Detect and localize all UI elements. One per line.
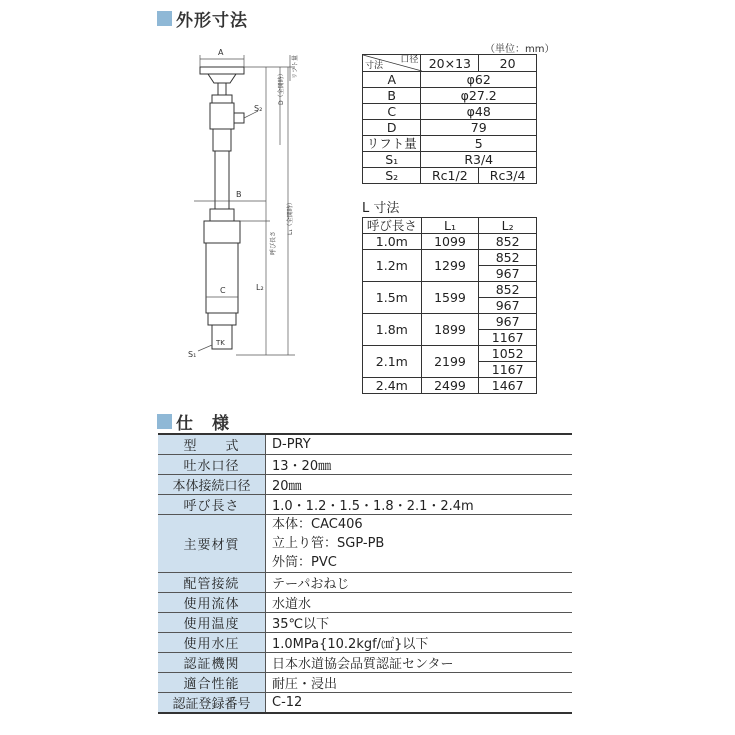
l-header-row — [363, 218, 537, 234]
handle-body — [208, 74, 236, 83]
dim-value: 79 — [421, 120, 537, 136]
spec-row — [158, 593, 572, 613]
l-row — [363, 378, 537, 394]
spout — [234, 113, 244, 123]
l-row — [363, 234, 537, 250]
section-header-dimensions — [157, 6, 248, 31]
spec-row — [158, 573, 572, 593]
header-square-icon — [157, 414, 172, 429]
collar — [210, 209, 234, 221]
l-row — [363, 346, 537, 362]
spec-value: 20㎜ — [266, 475, 573, 495]
spec-key: 型 式 — [158, 434, 266, 455]
dim-value: R3/4 — [421, 152, 537, 168]
dim-label: B — [363, 88, 421, 104]
spec-key: 使用温度 — [158, 613, 266, 633]
outer-tube — [206, 243, 238, 313]
dim-tk-label: TK — [216, 339, 225, 347]
spec-value: 1.0MPa{10.2kgf/㎠}以下 — [266, 633, 573, 653]
l-l2: 967 — [479, 314, 537, 330]
l-l2: 852 — [479, 250, 537, 266]
dim-row — [363, 152, 537, 168]
l-name: 1.8m — [363, 314, 422, 346]
spec-row — [158, 475, 572, 495]
outer-tube-top — [204, 221, 240, 243]
dim-row — [363, 136, 537, 152]
spec-key: 認証登録番号 — [158, 693, 266, 714]
section-header-spec — [157, 409, 230, 434]
dim-label: A — [363, 72, 421, 88]
dim-a-label: A — [218, 48, 224, 57]
spec-key: 主要材質 — [158, 515, 266, 573]
corner-bottom-label: 寸法 — [365, 61, 384, 71]
dim-l1-label: L₁（全開時） — [287, 199, 294, 235]
dim-value: Rc3/4 — [479, 168, 537, 184]
dim-s2-label: S₂ — [254, 104, 263, 113]
l-name: 1.5m — [363, 282, 422, 314]
body — [210, 103, 234, 129]
spec-row — [158, 455, 572, 475]
spec-value: 35℃以下 — [266, 613, 573, 633]
l-l1: 1599 — [421, 282, 479, 314]
spec-value: 耐圧・浸出 — [266, 673, 573, 693]
dim-value: φ48 — [421, 104, 537, 120]
spec-table — [158, 433, 572, 714]
l-l1: 1099 — [421, 234, 479, 250]
l-header: L₂ — [479, 218, 537, 234]
spec-value: D-PRY — [266, 434, 573, 455]
section-title: 仕 様 — [176, 414, 230, 434]
l-name: 2.1m — [363, 346, 422, 378]
material-line: 本体：CAC406 — [272, 517, 363, 532]
corner-top-label: 口径 — [400, 55, 419, 65]
dim-row — [363, 120, 537, 136]
material-line: 立上り管：SGP-PB — [272, 536, 385, 551]
spec-key: 本体接続口径 — [158, 475, 266, 495]
l-dimension-table — [362, 217, 537, 394]
spec-key: 使用水圧 — [158, 633, 266, 653]
l-l2: 1167 — [479, 362, 537, 378]
dim-l2-label: L₂ — [256, 283, 264, 292]
spec-key: 配管接続 — [158, 573, 266, 593]
col-header-20: 20 — [479, 55, 537, 72]
spec-row — [158, 613, 572, 633]
spec-value: 13・20㎜ — [266, 455, 573, 475]
l-l1: 1299 — [421, 250, 479, 282]
l-l2: 852 — [479, 282, 537, 298]
l-name: 2.4m — [363, 378, 422, 394]
spec-row — [158, 515, 572, 573]
dim-d-label: D（全開時） — [278, 70, 285, 105]
dim-s1-label: S₁ — [188, 350, 197, 359]
body-low — [213, 129, 231, 151]
header-square-icon — [157, 11, 172, 26]
body-cap — [212, 95, 232, 103]
l-l1: 1899 — [421, 314, 479, 346]
handle-top — [200, 67, 244, 74]
corner-cell — [363, 55, 421, 72]
dim-label: D — [363, 120, 421, 136]
dim-label: C — [363, 104, 421, 120]
spec-key: 呼び長さ — [158, 495, 266, 515]
l-l2: 1167 — [479, 330, 537, 346]
dim-b-label: B — [236, 190, 242, 199]
spec-value-material — [266, 515, 573, 573]
dim-c-label: C — [220, 286, 226, 295]
dim-row — [363, 104, 537, 120]
dim-value: Rc1/2 — [421, 168, 479, 184]
dim-header-row — [363, 55, 537, 72]
spec-value: 水道水 — [266, 593, 573, 613]
dim-value: φ27.2 — [421, 88, 537, 104]
spec-row — [158, 434, 572, 455]
dim-label: リフト量 — [363, 136, 421, 152]
spec-row — [158, 633, 572, 653]
dim-lift-label: リフト量 — [292, 54, 299, 79]
l-header: 呼び長さ — [363, 218, 422, 234]
spec-row — [158, 693, 572, 714]
l-row — [363, 282, 537, 298]
spec-row — [158, 653, 572, 673]
unit-note: （単位：mm） — [485, 44, 555, 55]
dimension-table — [362, 54, 537, 184]
riser-pipe — [215, 151, 229, 209]
spec-key: 認証機関 — [158, 653, 266, 673]
dim-row — [363, 88, 537, 104]
col-header-20x13: 20×13 — [421, 55, 479, 72]
dim-value: φ62 — [421, 72, 537, 88]
l-header: L₁ — [421, 218, 479, 234]
stem-top — [218, 83, 226, 95]
l-row — [363, 314, 537, 330]
l-row — [363, 250, 537, 266]
l-l2: 1052 — [479, 346, 537, 362]
material-line: 外筒：PVC — [272, 555, 337, 570]
spec-row — [158, 495, 572, 515]
dim-yobi-label: 呼び長さ — [270, 230, 277, 255]
l-table-title: L 寸法 — [362, 201, 400, 216]
bottom-fitting — [208, 313, 236, 325]
dim-value: 5 — [421, 136, 537, 152]
spec-value: 日本水道協会品質認証センター — [266, 653, 573, 673]
l-l2: 1467 — [479, 378, 537, 394]
section-title: 外形寸法 — [176, 11, 248, 31]
faucet-drawing — [180, 45, 305, 365]
spec-key: 適合性能 — [158, 673, 266, 693]
dim-row-s2 — [363, 168, 537, 184]
spec-row — [158, 673, 572, 693]
dim-label: S₁ — [363, 152, 421, 168]
l-l2: 852 — [479, 234, 537, 250]
spec-key: 吐水口径 — [158, 455, 266, 475]
dim-label: S₂ — [363, 168, 421, 184]
spec-key: 使用流体 — [158, 593, 266, 613]
l-name: 1.0m — [363, 234, 422, 250]
l-l1: 2499 — [421, 378, 479, 394]
spec-value: テーパおねじ — [266, 573, 573, 593]
dim-row — [363, 72, 537, 88]
spec-value: C-12 — [266, 693, 573, 714]
l-name: 1.2m — [363, 250, 422, 282]
l-l2: 967 — [479, 298, 537, 314]
l-l1: 2199 — [421, 346, 479, 378]
l-l2: 967 — [479, 266, 537, 282]
spec-value: 1.0・1.2・1.5・1.8・2.1・2.4m — [266, 495, 573, 515]
